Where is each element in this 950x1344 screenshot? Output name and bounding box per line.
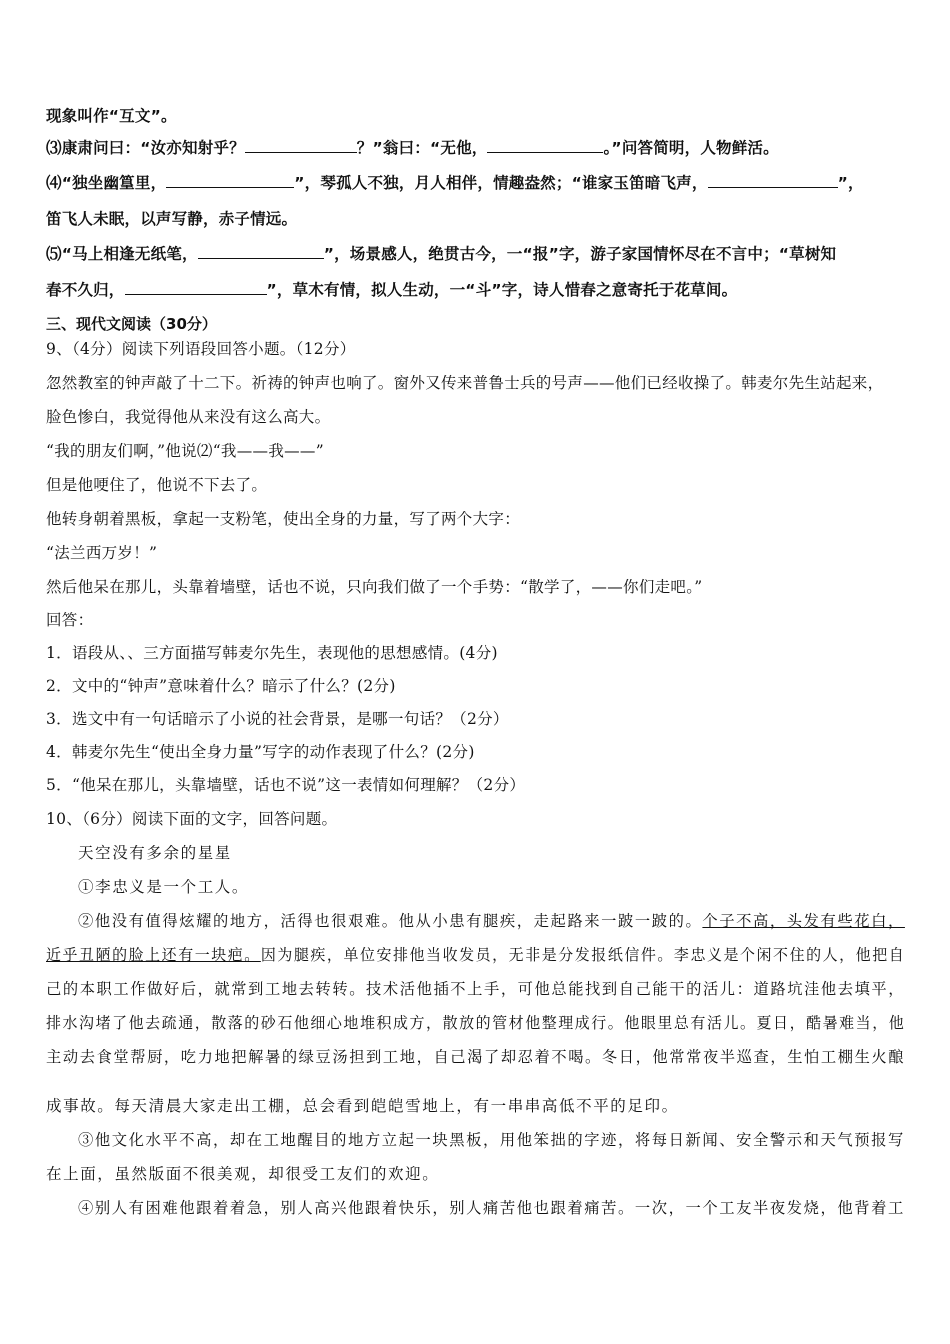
- passage-line: “法兰西万岁！”: [46, 544, 158, 562]
- answer-blank[interactable]: [245, 138, 357, 153]
- question-10-heading: 10、（6分）阅读下面的文字，回答问题。: [46, 810, 338, 828]
- answer-blank[interactable]: [166, 173, 294, 188]
- answer-blank[interactable]: [487, 138, 603, 153]
- article-line: 近乎丑陋的脸上还有一块疤。因为腿疾，单位安排他当收发员，无非是分发报纸信件。李忠义是个闲不住的人，他把自: [46, 946, 906, 964]
- sub-question-3: 3．选文中有一句话暗示了小说的社会背景，是哪一句话？（2分）: [46, 710, 509, 728]
- sub-question-4: 4．韩麦尔先生“使出全身力量”写字的动作表现了什么？(2分): [46, 743, 475, 761]
- article-line: 成事故。每天清晨大家走出工棚，总会看到皑皑雪地上，有一串串高低不平的足印。: [46, 1097, 679, 1115]
- fill-question-4: ⑷“独坐幽篁里， ”，琴孤人不独，月人相伴，情趣盎然；“谁家玉笛暗飞声， ”，: [46, 174, 864, 192]
- article-paragraph-2: ②他没有值得炫耀的地方，活得也很艰难。他从小患有腿疾，走起路来一跛一跛的。个子不高，头发有些花白，: [78, 912, 905, 930]
- underlined-sentence: 近乎丑陋的脸上还有一块疤。: [46, 946, 261, 964]
- passage-line: 他转身朝着黑板，拿起一支粉笔，使出全身的力量，写了两个大字：: [46, 510, 521, 528]
- passage-line: 但是他哽住了，他说不下去了。: [46, 476, 268, 494]
- fill-question-5-cont: 春不久归， ”，草木有情，拟人生动，一“斗”字，诗人惜春之意寄托于花草间。: [46, 281, 738, 299]
- article-line: 在上面，虽然版面不很美观，却很受工友们的欢迎。: [46, 1165, 440, 1183]
- underlined-sentence: 个子不高，头发有些花白，: [702, 912, 905, 930]
- line-huwen: 现象叫作“互文”。: [46, 107, 177, 125]
- sub-question-1: 1．语段从、、三方面描写韩麦尔先生，表现他的思想感情。(4分): [46, 644, 498, 662]
- article-line: 排水沟堵了他去疏通，散落的砂石他细心地堆积成方，散放的管材他整理成行。他眼里总有活儿。夏日，酷暑难当，他: [46, 1014, 906, 1032]
- article-paragraph-1: ①李忠义是一个工人。: [78, 878, 250, 896]
- answer-blank[interactable]: [708, 173, 838, 188]
- answer-blank[interactable]: [125, 280, 267, 295]
- question-9-heading: 9、（4分）阅读下列语段回答小题。（12分）: [46, 340, 356, 358]
- passage-line: 忽然教室的钟声敲了十二下。祈祷的钟声也响了。窗外又传来普鲁士兵的号声——他们已经收操了。韩麦尔先生站起来，: [46, 374, 884, 392]
- fill-question-3: ⑶康肃问曰：“汝亦知射乎？ ？”翁曰：“无他， 。”问答简明，人物鲜活。: [46, 139, 779, 157]
- sub-question-5: 5．“他呆在那儿，头靠墙壁，话也不说”这一表情如何理解？（2分）: [46, 776, 526, 794]
- section-heading: 三、现代文阅读（30分）: [46, 315, 217, 333]
- passage-line: “我的朋友们啊，”他说⑵“我——我——”: [46, 442, 324, 460]
- passage-line: 然后他呆在那儿，头靠着墙壁，话也不说，只向我们做了一个手势：“散学了，——你们走吧。”: [46, 578, 703, 596]
- sub-question-2: 2．文中的“钟声”意味着什么？暗示了什么？(2分): [46, 677, 396, 695]
- article-title: 天空没有多余的星星: [78, 844, 232, 862]
- article-line: 主动去食堂帮厨，吃力地把解暑的绿豆汤担到工地，自己渴了却忍着不喝。冬日，他常常夜半巡查，生怕工棚生火酿: [46, 1048, 906, 1066]
- article-line: 己的本职工作做好后，就常到工地去转转。技术活他插不上手，可他总能找到自己能干的活儿：道路坑洼他去填平，: [46, 980, 906, 998]
- answer-blank[interactable]: [198, 244, 324, 259]
- article-paragraph-3: ③他文化水平不高，却在工地醒目的地方立起一块黑板，用他笨拙的字迹，将每日新闻、安全警示和天气预报写: [78, 1131, 905, 1149]
- passage-line: 脸色惨白，我觉得他从来没有这么高大。: [46, 408, 331, 426]
- answer-label: 回答：: [46, 611, 94, 629]
- fill-question-5: ⑸“马上相逢无纸笔， ”，场景感人，绝贯古今，一“报”字，游子家国情怀尽在不言中；“草树知: [46, 245, 837, 263]
- fill-question-4-cont: 笛飞人未眠，以声写静，赤子情远。: [46, 210, 298, 228]
- article-paragraph-4: ④别人有困难他跟着着急，别人高兴他跟着快乐，别人痛苦他也跟着痛苦。一次，一个工友半夜发烧，他背着工: [78, 1199, 905, 1217]
